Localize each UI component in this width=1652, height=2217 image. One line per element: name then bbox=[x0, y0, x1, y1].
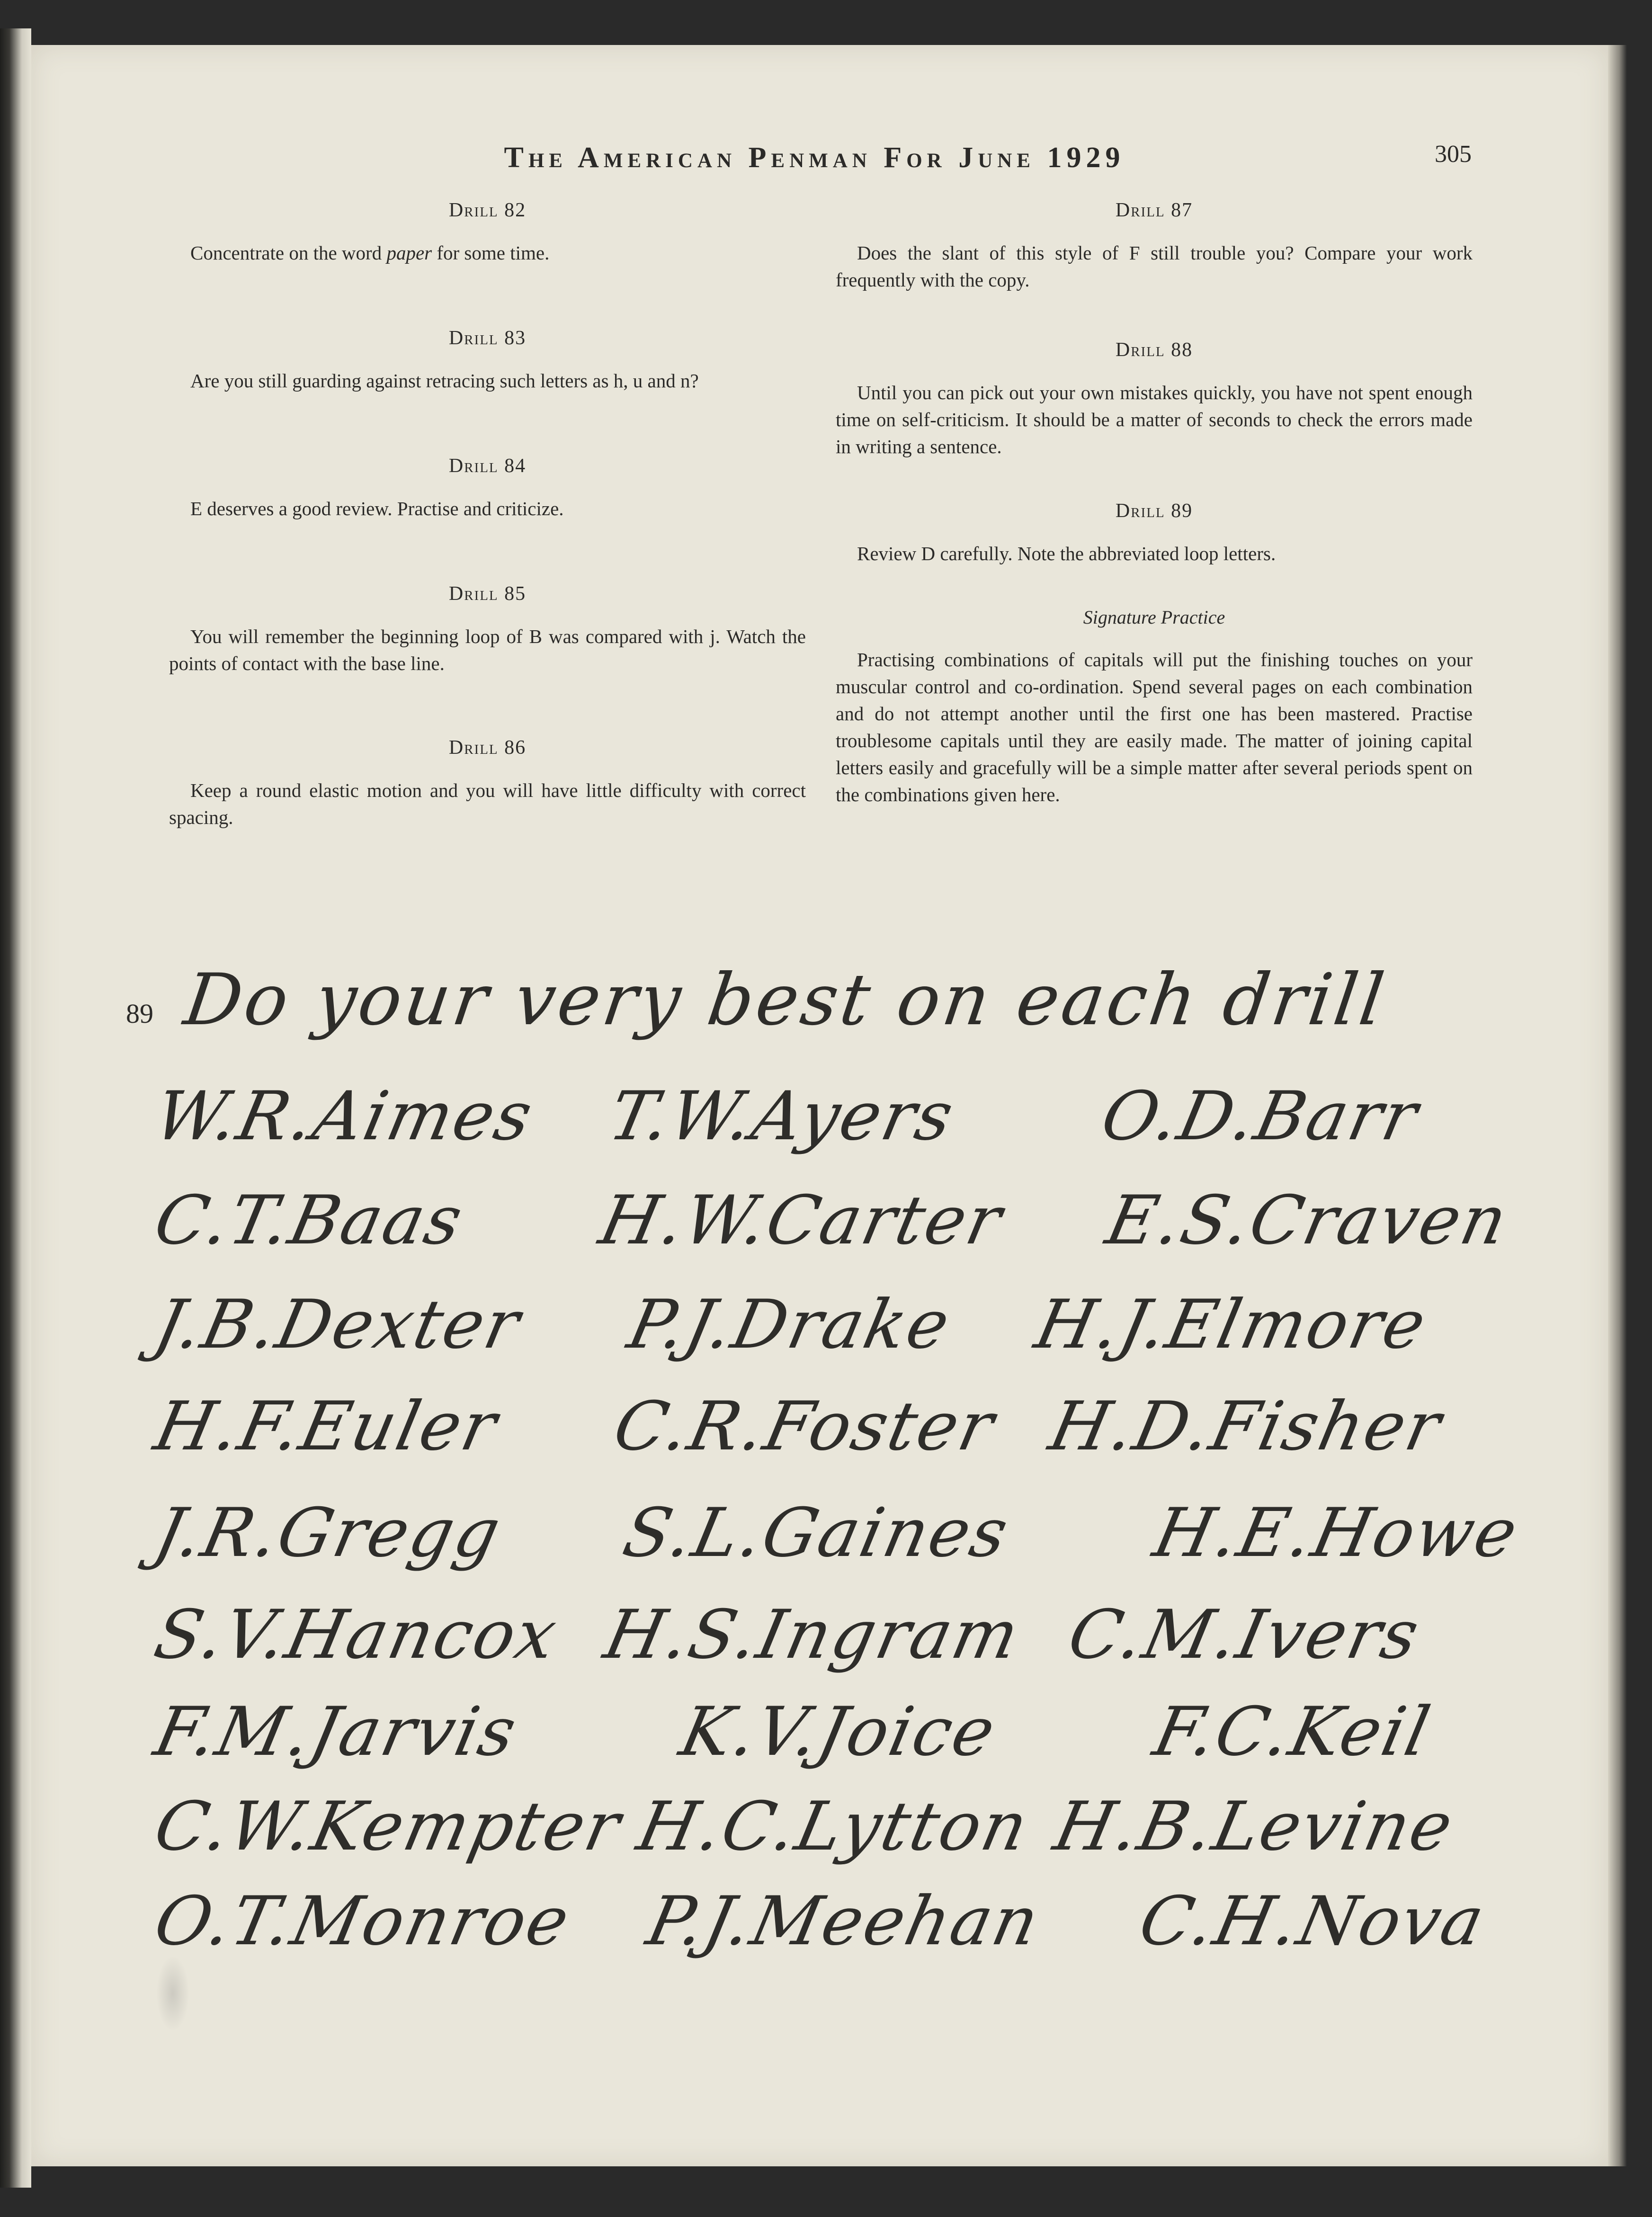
signature: W.R.Aimes bbox=[148, 1077, 541, 1155]
section-text: Practising combinations of capitals will put the finishing touches on your muscular control and co-ordination. Spend several pages on each combination and do not attempt another until the first one has been mastered. Practise troublesome capitals until they are easily made. The matter of joining capital letters easily and gracefully will be a simple matter after several periods spent on the combinations given here. bbox=[836, 649, 1473, 805]
drill-86 bbox=[169, 736, 806, 831]
copy-line-number: 89 bbox=[126, 998, 153, 1029]
drill-title: Drill 87 bbox=[1115, 199, 1193, 221]
signature: H.J.Elmore bbox=[1028, 1286, 1434, 1364]
drill-emphasis: paper bbox=[386, 242, 432, 264]
drill-title: Drill 85 bbox=[448, 583, 527, 605]
drill-text: Are you still guarding against retracing such letters as h, u and n? bbox=[190, 370, 699, 392]
drill-title: Drill 89 bbox=[1115, 500, 1193, 522]
drill-text: Review D carefully. Note the abbreviated loop letters. bbox=[857, 543, 1276, 564]
paper-stain bbox=[156, 1956, 189, 2031]
signature: H.D.Fisher bbox=[1043, 1387, 1449, 1466]
drill-text: E deserves a good review. Practise and criticize. bbox=[190, 498, 564, 519]
signature: S.V.Hancox bbox=[148, 1596, 565, 1674]
signature: C.W.Kempter bbox=[148, 1788, 629, 1866]
drill-title: Drill 88 bbox=[1115, 339, 1193, 361]
signature: T.W.Ayers bbox=[602, 1077, 962, 1155]
signature: C.H.Nova bbox=[1133, 1882, 1492, 1960]
drill-83 bbox=[169, 327, 806, 394]
drill-title: Drill 82 bbox=[448, 199, 527, 221]
signature: C.R.Foster bbox=[607, 1387, 1002, 1466]
section-title: Signature Practice bbox=[1083, 607, 1225, 628]
signature: O.D.Barr bbox=[1095, 1077, 1426, 1155]
signature: P.J.Drake bbox=[621, 1286, 958, 1364]
drill-85 bbox=[169, 582, 806, 677]
signature: P.J.Meehan bbox=[640, 1882, 1047, 1960]
signature: F.M.Jarvis bbox=[148, 1693, 525, 1771]
signature: H.F.Euler bbox=[148, 1387, 505, 1466]
script-copy-area bbox=[114, 952, 1534, 1994]
signature: O.T.Monroe bbox=[148, 1882, 578, 1960]
signature: H.E.Howe bbox=[1147, 1494, 1526, 1572]
signature: H.C.Lytton bbox=[631, 1788, 1036, 1866]
page-edge bbox=[1608, 45, 1627, 2166]
signature: H.W.Carter bbox=[593, 1181, 1010, 1260]
drill-text bbox=[169, 240, 806, 267]
drill-text-part: Concentrate on the word bbox=[190, 242, 387, 264]
signature: E.S.Craven bbox=[1099, 1181, 1516, 1260]
signature: J.B.Dexter bbox=[148, 1286, 528, 1364]
signature: S.L.Gaines bbox=[616, 1494, 1017, 1572]
drill-title: Drill 84 bbox=[448, 455, 527, 477]
running-head: The American Penman For June 1929 bbox=[504, 142, 1125, 174]
signature: J.R.Gregg bbox=[148, 1494, 509, 1572]
drill-88 bbox=[836, 339, 1473, 460]
signature: F.C.Keil bbox=[1147, 1693, 1438, 1771]
signature-practice bbox=[836, 606, 1473, 808]
adjacent-page-edge bbox=[0, 28, 31, 2188]
drill-text: Until you can pick out your own mistakes quickly, you have not spent enough time on self-criticism. It should be a matter of seconds to check the errors made in writing a sentence. bbox=[836, 382, 1473, 457]
drill-text: You will remember the beginning loop of B was compared with j. Watch the points of contact with the base line. bbox=[169, 626, 806, 674]
drill-text: Keep a round elastic motion and you will have little difficulty with correct spacing. bbox=[169, 779, 806, 828]
signature: H.B.Levine bbox=[1047, 1788, 1461, 1866]
page-number: 305 bbox=[1435, 141, 1472, 168]
signature: K.V.Joice bbox=[673, 1693, 1004, 1771]
drill-title: Drill 83 bbox=[448, 327, 527, 349]
drill-89 bbox=[836, 500, 1473, 567]
signature: H.S.Ingram bbox=[598, 1596, 1027, 1674]
signature: C.M.Ivers bbox=[1062, 1596, 1427, 1674]
drill-text: Does the slant of this style of F still trouble you? Compare your work frequently with the copy. bbox=[836, 242, 1473, 291]
drill-82 bbox=[169, 199, 806, 267]
drill-84 bbox=[169, 455, 806, 522]
drill-title: Drill 86 bbox=[448, 737, 527, 759]
drill-87 bbox=[836, 199, 1473, 294]
signature: C.T.Baas bbox=[148, 1181, 471, 1260]
script-motto: Do your very best on each drill bbox=[179, 959, 1392, 1041]
drill-text-part: for some time. bbox=[432, 242, 550, 264]
